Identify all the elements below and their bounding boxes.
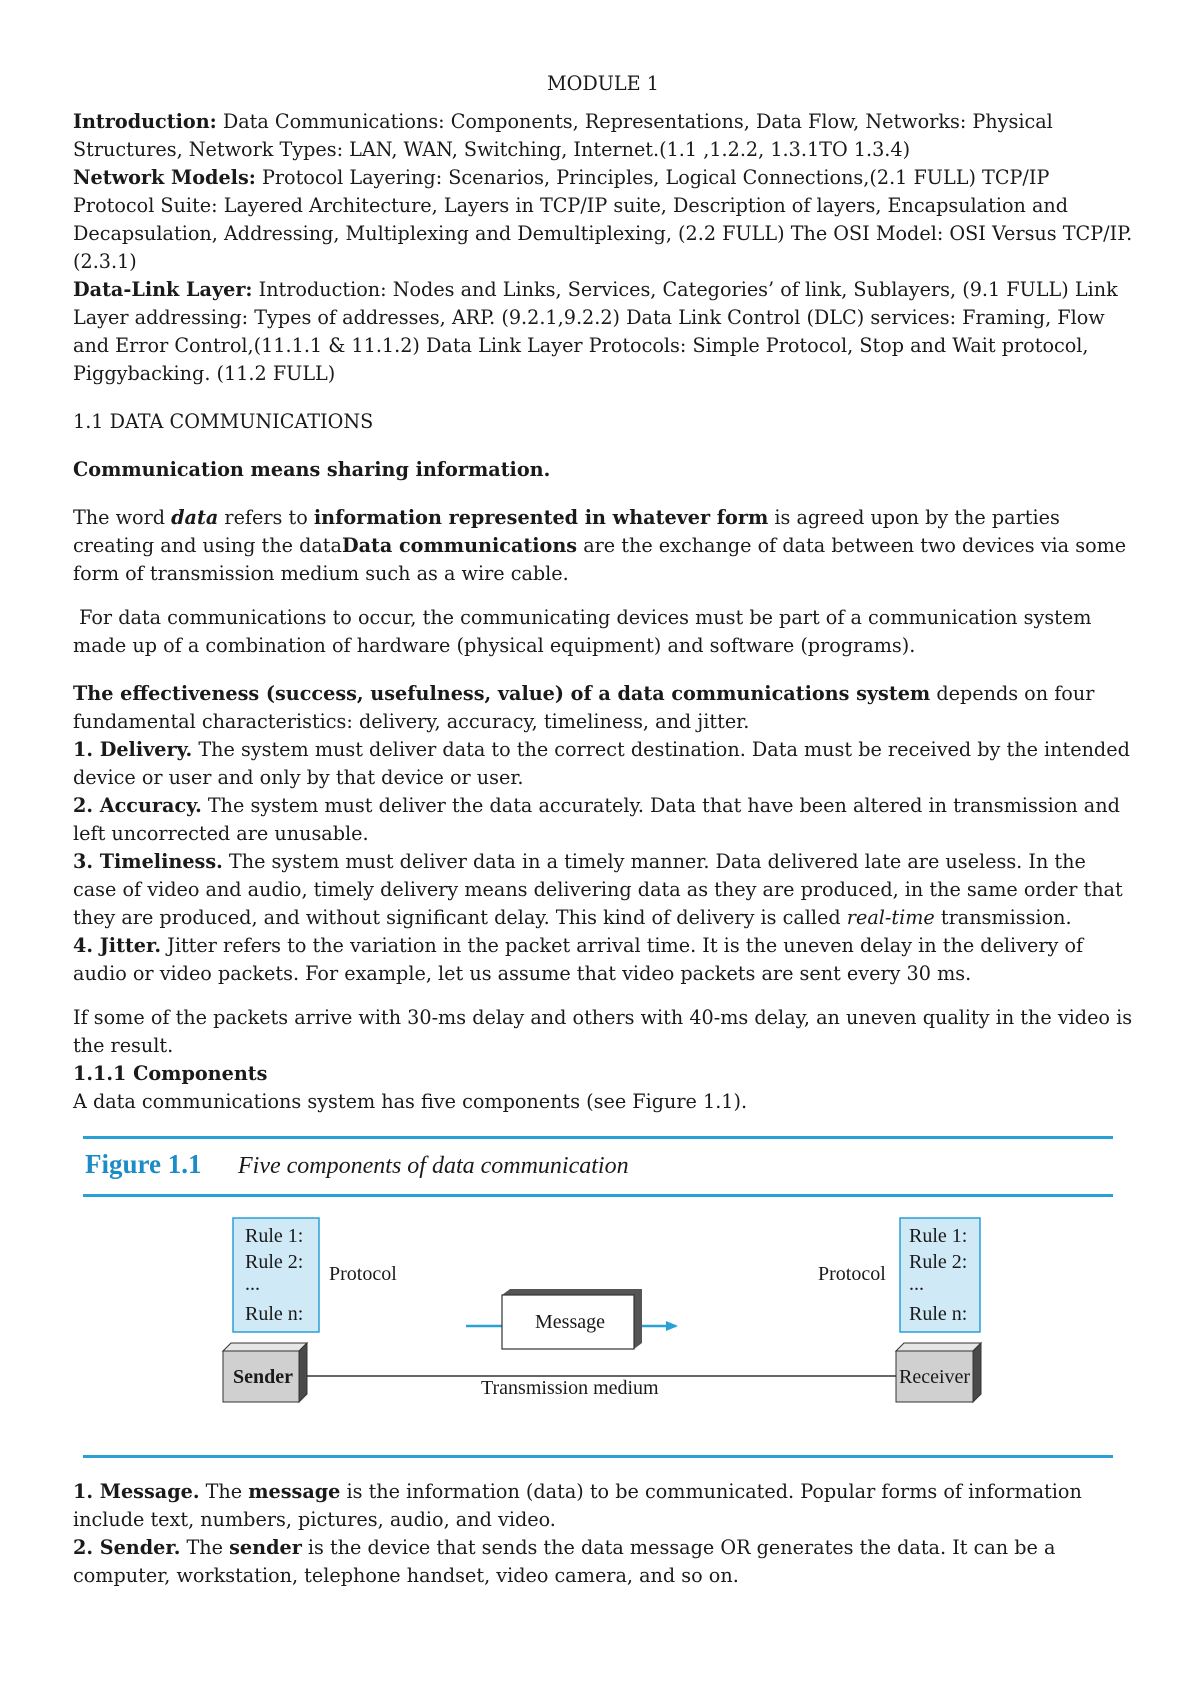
definition-label: 1. Message. xyxy=(73,1480,200,1503)
sender-rule-dots: ... xyxy=(245,1273,260,1295)
data-def-t4: information represented in whatever form xyxy=(313,506,769,529)
receiver-label: Receiver xyxy=(899,1366,971,1388)
characteristic-item xyxy=(73,932,1133,988)
section-heading: 1.1 DATA COMMUNICATIONS xyxy=(73,410,374,433)
network-models-label: Network Models: xyxy=(73,166,256,189)
characteristic-label: 1. Delivery. xyxy=(73,738,193,761)
message-label: Message xyxy=(535,1311,605,1333)
communication-heading-text: Communication means sharing information. xyxy=(73,458,551,481)
definition-term: sender xyxy=(229,1536,302,1559)
receiver-rule-dots: ... xyxy=(909,1273,924,1295)
communication-heading xyxy=(73,456,1133,484)
module-title: MODULE 1 xyxy=(547,72,659,95)
characteristic-label: 2. Accuracy. xyxy=(73,794,202,817)
components-heading xyxy=(73,1060,1133,1088)
data-link-text: Introduction: Nodes and Links, Services, Categories’ of link, Sublayers, (9.1 FULL) Link Layer addressing: Types of addresses, ARP. (9.2.1,9.2.2) Data Link Control (DLC) services: Framing, Flow and Error Control,(11.1.1 & 11.1.2) Data Link Layer Protocols: Simple Protocol, Stop and Wait protocol, Piggybacking. (11.2 FULL) xyxy=(73,278,1118,385)
definition-pre: The xyxy=(199,1480,249,1503)
sender-protocol-label: Protocol xyxy=(329,1263,397,1285)
components-diagram xyxy=(83,1198,1113,1453)
definition-text: is the information (data) to be communicated. Popular forms of information include text, numbers, pictures, audio, and video. xyxy=(73,1480,1082,1531)
figure-bottom-rule xyxy=(83,1455,1113,1458)
syllabus-network-models xyxy=(73,164,1133,276)
definition-item xyxy=(73,1534,1133,1590)
characteristic-text: The system must deliver the data accurately. Data that have been altered in transmission and left uncorrected are unusable. xyxy=(73,794,1120,845)
syllabus-intro xyxy=(73,108,1133,164)
data-definition-paragraph xyxy=(73,504,1133,588)
definition-text: is the device that sends the data message OR generates the data. It can be a computer, workstation, telephone handset, video camera, and so on. xyxy=(73,1536,1056,1587)
characteristic-text: The system must deliver data in a timely manner. Data delivered late are useless. In the case of video and audio, timely delivery means delivering data as they are produced, in the same order that they are produced, and without significant delay. This kind of delivery is called xyxy=(73,850,1123,929)
data-link-label: Data-Link Layer: xyxy=(73,278,253,301)
characteristic-italic: real-time xyxy=(846,906,935,929)
intro-text: Data Communications: Components, Representations, Data Flow, Networks: Physical Structures, Network Types: LAN, WAN, Switching, Internet.(1.1 ,1.2.2, 1.3.1TO 1.3.4) xyxy=(73,110,1053,161)
figure-top-rule xyxy=(83,1136,1113,1139)
receiver-device-top xyxy=(896,1343,981,1351)
data-def-t1: The word xyxy=(73,506,172,529)
characteristic-item xyxy=(73,848,1133,932)
figure-five-components xyxy=(83,1136,1113,1458)
figure-mid-rule xyxy=(83,1194,1113,1197)
characteristic-text: Jitter refers to the variation in the packet arrival time. It is the uneven delay in the delivery of audio or video packets. For example, let us assume that video packets are sent every 30 ms. xyxy=(73,934,1084,985)
data-def-t6: Data communications xyxy=(341,534,578,557)
definition-pre: The xyxy=(180,1536,230,1559)
effectiveness-paragraph xyxy=(73,680,1133,736)
network-models-text: Protocol Layering: Scenarios, Principles, Logical Connections,(2.1 FULL) TCP/IP Protocol Suite: Layered Architecture, Layers in TCP/IP suite, Description of layers, Encapsulation and Decapsulation, Addressing, Multiplexing and Demultiplexing, (2.2 FULL) The OSI Model: OSI Versus TCP/IP.(2.3.1) xyxy=(73,166,1133,273)
characteristic-label: 3. Timeliness. xyxy=(73,850,223,873)
components-heading-text: 1.1.1 Components xyxy=(73,1062,268,1085)
definition-term: message xyxy=(248,1480,341,1503)
data-def-t2: data xyxy=(171,506,219,529)
data-def-t7: are the exchange of data between two devices via some form of transmission medium such as a wire cable. xyxy=(73,534,1127,585)
receiver-rule-2: Rule 2: xyxy=(909,1251,968,1273)
sender-label: Sender xyxy=(233,1366,293,1388)
figure-caption: Five components of data communication xyxy=(238,1153,629,1179)
characteristic-item xyxy=(73,792,1133,848)
characteristic-label: 4. Jitter. xyxy=(73,934,162,957)
delay-paragraph: If some of the packets arrive with 30-ms delay and others with 40-ms delay, an uneven quality in the video is the result. xyxy=(73,1006,1133,1057)
characteristic-text: The system must deliver data to the correct destination. Data must be received by the intended device or user and only by that device or user. xyxy=(73,738,1130,789)
communication-system-paragraph: For data communications to occur, the communicating devices must be part of a communication system made up of a combination of hardware (physical equipment) and software (programs). xyxy=(73,606,1098,657)
components-intro: A data communications system has five components (see Figure 1.1). xyxy=(73,1090,748,1113)
intro-label: Introduction: xyxy=(73,110,217,133)
sender-rule-n: Rule n: xyxy=(245,1303,304,1325)
sender-rule-1: Rule 1: xyxy=(245,1225,304,1247)
figure-label: Figure 1.1 xyxy=(85,1149,202,1179)
effectiveness-text: depends on four fundamental characteristics: delivery, accuracy, timeliness, and jitter. xyxy=(73,682,1095,733)
document-content xyxy=(73,70,1133,1590)
effectiveness-bold: The effectiveness (success, usefulness, value) of a data communications system xyxy=(73,682,931,705)
receiver-protocol-label: Protocol xyxy=(818,1263,886,1285)
characteristic-tail: transmission. xyxy=(934,906,1072,929)
receiver-rule-n: Rule n: xyxy=(909,1303,968,1325)
sender-device-side xyxy=(299,1343,307,1402)
transmission-medium-label: Transmission medium xyxy=(481,1377,659,1399)
data-def-t3: refers to xyxy=(218,506,314,529)
characteristic-item xyxy=(73,736,1133,792)
sender-rule-2: Rule 2: xyxy=(245,1251,304,1273)
definition-label: 2. Sender. xyxy=(73,1536,181,1559)
data-def-t5: is agreed upon by the parties creating and using the data xyxy=(73,506,1060,557)
sender-device-top xyxy=(223,1343,307,1351)
syllabus-data-link xyxy=(73,276,1133,388)
definition-item xyxy=(73,1478,1133,1534)
receiver-device-side xyxy=(973,1343,981,1402)
receiver-rule-1: Rule 1: xyxy=(909,1225,968,1247)
